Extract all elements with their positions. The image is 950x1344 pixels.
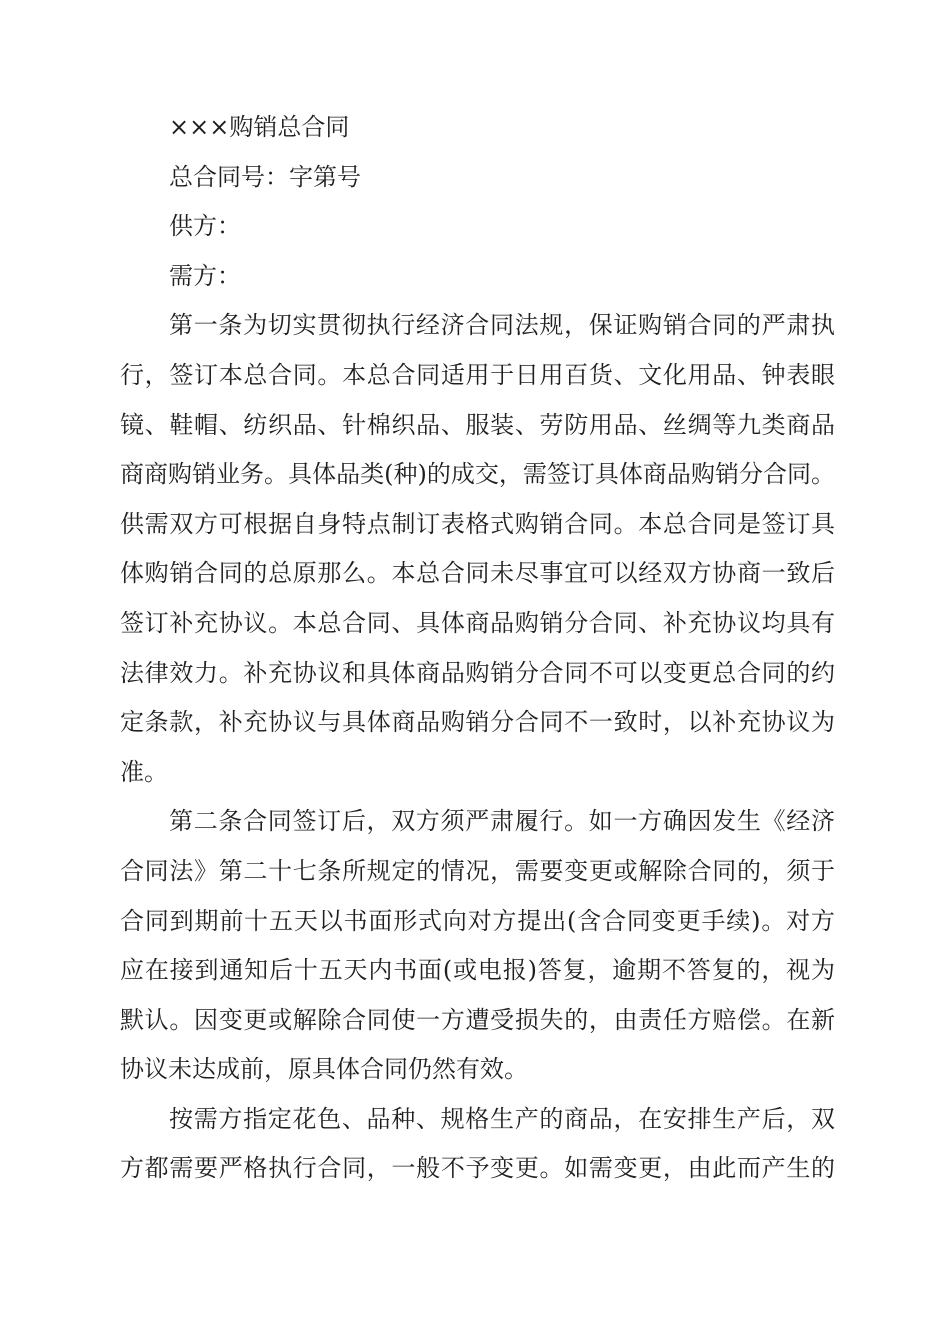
article-1-line: 体购销合同的总原那么。本总合同未尽事宜可以经双方协商一致后 <box>120 559 835 588</box>
article-2-line: 第二条合同签订后，双方须严肃履行。如一方确因发生《经济 <box>169 807 835 836</box>
article-2 <box>120 797 835 1095</box>
article-1-line: 供需双方可根据自身特点制订表格式购销合同。本总合同是签订具 <box>120 509 835 538</box>
article-1-line: 法律效力。补充协议和具体商品购销分合同不可以变更总合同的约 <box>120 658 835 687</box>
buyer-label: 需方： <box>169 261 241 290</box>
article-2-line: 合同到期前十五天以书面形式向对方提出(含合同变更手续)。对方 <box>120 906 835 935</box>
article-2-line: 默认。因变更或解除合同使一方遭受损失的，由责任方赔偿。在新 <box>120 1005 835 1034</box>
paragraph-3-line: 按需方指定花色、品种、规格生产的商品，在安排生产后，双 <box>169 1104 835 1133</box>
article-1-line: 行，签订本总合同。本总合同适用于日用百货、文化用品、钟表眼 <box>120 360 835 389</box>
contract-number: 总合同号：字第号 <box>169 162 361 191</box>
article-2-line: 合同法》第二十七条所规定的情况，需要变更或解除合同的，须于 <box>120 856 835 885</box>
article-1-line: 定条款，补充协议与具体商品购销分合同不一致时，以补充协议为 <box>120 708 835 737</box>
article-1-line: 准。 <box>120 757 168 786</box>
contract-title: ×××购销总合同 <box>169 113 350 141</box>
article-1-line: 商商购销业务。具体品类(种)的成交，需签订具体商品购销分合同。 <box>120 460 835 489</box>
paragraph-3 <box>120 1095 835 1194</box>
article-2-line: 应在接到通知后十五天内书面(或电报)答复，逾期不答复的，视为 <box>120 956 835 985</box>
article-2-line: 协议未达成前，原具体合同仍然有效。 <box>120 1055 528 1084</box>
article-1-line: 镜、鞋帽、纺织品、针棉织品、服装、劳防用品、丝绸等九类商品 <box>120 410 835 439</box>
paragraph-3-line: 方都需要严格执行合同，一般不予变更。如需变更，由此而产生的 <box>120 1154 835 1183</box>
article-1-line: 第一条为切实贯彻执行经济合同法规，保证购销合同的严肃执 <box>169 311 835 340</box>
article-1 <box>120 301 835 797</box>
supplier-label: 供方： <box>169 212 241 241</box>
contract-document <box>120 103 835 1194</box>
article-1-line: 签订补充协议。本总合同、具体商品购销分合同、补充协议均具有 <box>120 608 835 637</box>
